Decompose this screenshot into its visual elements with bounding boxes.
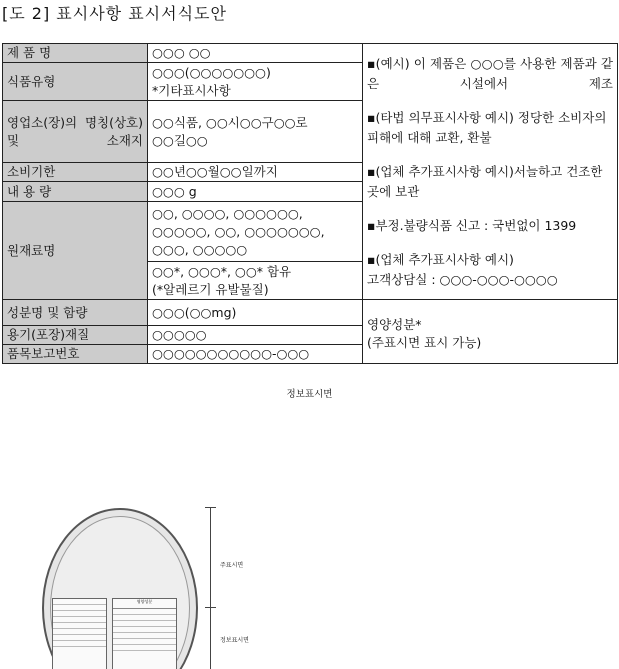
ingredients-header: 원재료명 <box>3 202 148 300</box>
document-title: [도 2] 표시사항 표시서식도안 <box>2 4 227 23</box>
net-content-value: ○○○ g <box>148 182 363 202</box>
figure-caption: 정보표시면 <box>286 389 333 400</box>
net-content-header: 내 용 량 <box>3 182 148 202</box>
dimension-line-main <box>210 507 211 607</box>
note-report-hotline: ▪부정.불량식품 신고 : 국번없이 1399 <box>367 217 577 233</box>
dimension-line-info <box>210 607 211 669</box>
label-info-table <box>2 43 618 364</box>
main-panel-label: 주표시면 <box>220 562 244 569</box>
label-diagram <box>0 480 619 669</box>
info-panel-label: 정보표시면 <box>220 637 249 644</box>
report-number-header: 품목보고번호 <box>3 345 148 364</box>
notes-cell <box>363 44 618 300</box>
packaging-value: ○○○○○ <box>148 326 363 345</box>
ingredient-content-header: 성분명 및 함량 <box>3 300 148 326</box>
product-name-value: ○○○ ○○ <box>148 44 363 63</box>
food-type-header: 식품유형 <box>3 63 148 101</box>
ingredients-value: ○○, ○○○○, ○○○○○○, ○○○○○, ○○, ○○○○○○○, ○○○, ○○○○○ <box>148 202 363 262</box>
product-name-header: 제 품 명 <box>3 44 148 63</box>
packaging-header: 용기(포장)재질 <box>3 326 148 345</box>
mini-nutrition-label: 영양성분 <box>113 599 176 609</box>
food-type-value: ○○○(○○○○○○○) *기타표시사항 <box>148 63 363 101</box>
note-refund: ▪(타법 의무표시사항 예시) 정당한 소비자의 피해에 대해 교환, 환불 <box>367 109 607 145</box>
ingredient-content-value: ○○○(○○mg) <box>148 300 363 326</box>
business-header: 영업소(장)의 명칭(상호) 및 소재지 <box>3 101 148 163</box>
mini-notes-table <box>112 598 177 669</box>
note-allergen-facility: ▪(예시) 이 제품은 ○○○를 사용한 제품과 같은 시설에서 제조 <box>367 55 613 91</box>
mini-label-table <box>52 598 107 669</box>
report-number-value: ○○○○○○○○○○○-○○○ <box>148 345 363 364</box>
expiry-header: 소비기한 <box>3 163 148 182</box>
nutrition-cell: 영양성분* (주표시면 표시 가능) <box>363 300 618 364</box>
allergen-value: ○○*, ○○○*, ○○* 함유 (*알레르기 유발물질) <box>148 262 363 300</box>
business-value: ○○식품, ○○시○○구○○로 ○○길○○ <box>148 101 363 163</box>
expiry-value: ○○년○○월○○일까지 <box>148 163 363 182</box>
note-storage: ▪(업체 추가표시사항 예시)서늘하고 건조한 곳에 보관 <box>367 163 603 199</box>
note-customer-service: ▪(업체 추가표시사항 예시) 고객상담실 : ○○○-○○○-○○○○ <box>367 251 558 287</box>
